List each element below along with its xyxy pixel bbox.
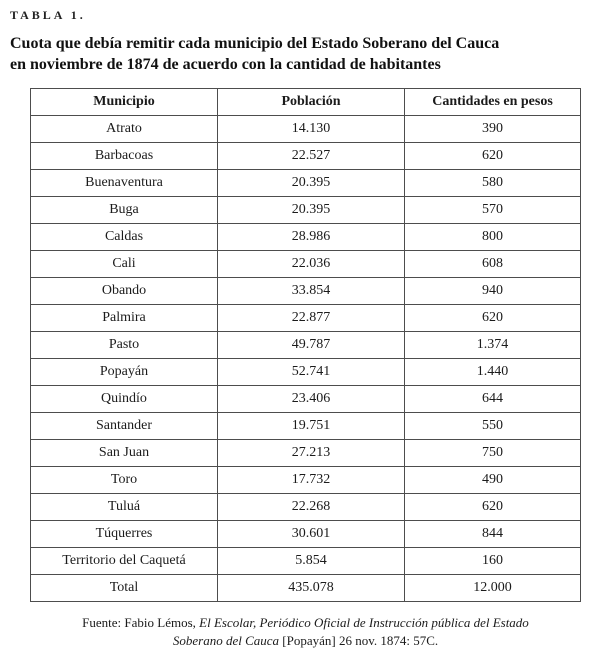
cell-municipio: Tuluá: [31, 494, 218, 521]
table-body: [31, 116, 581, 602]
cell-poblacion: 19.751: [218, 413, 405, 440]
cell-cantidades: 580: [405, 170, 581, 197]
cell-poblacion: 52.741: [218, 359, 405, 386]
title-line-1: Cuota que debía remitir cada municipio del Estado Soberano del Cauca: [10, 35, 500, 52]
cell-poblacion: 22.877: [218, 305, 405, 332]
cell-cantidades: 620: [405, 305, 581, 332]
column-header: Población: [218, 89, 405, 116]
cell-cantidades: 160: [405, 548, 581, 575]
cell-poblacion: 22.036: [218, 251, 405, 278]
table-row: [31, 116, 581, 143]
cell-cantidades: 940: [405, 278, 581, 305]
cell-cantidades: 1.374: [405, 332, 581, 359]
table-row: [31, 170, 581, 197]
cell-municipio: Santander: [31, 413, 218, 440]
cell-municipio: Barbacoas: [31, 143, 218, 170]
cell-municipio: Quindío: [31, 386, 218, 413]
cell-poblacion: 49.787: [218, 332, 405, 359]
cell-municipio: San Juan: [31, 440, 218, 467]
table-header-row: [31, 89, 581, 116]
cell-municipio: Territorio del Caquetá: [31, 548, 218, 575]
cell-municipio: Buenaventura: [31, 170, 218, 197]
cell-cantidades: 490: [405, 467, 581, 494]
table-row: [31, 359, 581, 386]
cell-poblacion: 27.213: [218, 440, 405, 467]
cell-cantidades: 608: [405, 251, 581, 278]
table-row: [31, 413, 581, 440]
cell-municipio: Túquerres: [31, 521, 218, 548]
cell-cantidades: 12.000: [405, 575, 581, 602]
table-row: [31, 440, 581, 467]
cell-cantidades: 1.440: [405, 359, 581, 386]
table-title: [10, 33, 601, 75]
cell-municipio: Popayán: [31, 359, 218, 386]
column-header: Cantidades en pesos: [405, 89, 581, 116]
table-number-label: TABLA 1.: [10, 8, 86, 22]
table-row: [31, 224, 581, 251]
cell-municipio: Obando: [31, 278, 218, 305]
cell-municipio: Buga: [31, 197, 218, 224]
cell-poblacion: 20.395: [218, 170, 405, 197]
cell-cantidades: 750: [405, 440, 581, 467]
cell-poblacion: 33.854: [218, 278, 405, 305]
cell-poblacion: 20.395: [218, 197, 405, 224]
cell-poblacion: 14.130: [218, 116, 405, 143]
table-row: [31, 305, 581, 332]
table-row: [31, 332, 581, 359]
table-row: [31, 494, 581, 521]
cell-poblacion: 5.854: [218, 548, 405, 575]
cell-poblacion: 28.986: [218, 224, 405, 251]
cell-cantidades: 800: [405, 224, 581, 251]
cell-poblacion: 22.527: [218, 143, 405, 170]
cell-poblacion: 435.078: [218, 575, 405, 602]
cell-poblacion: 22.268: [218, 494, 405, 521]
cell-cantidades: 644: [405, 386, 581, 413]
cell-municipio: Caldas: [31, 224, 218, 251]
cell-municipio: Palmira: [31, 305, 218, 332]
table-row: [31, 197, 581, 224]
table-row: [31, 386, 581, 413]
cell-poblacion: 30.601: [218, 521, 405, 548]
title-line-2: en noviembre de 1874 de acuerdo con la cantidad de habitantes: [10, 56, 441, 74]
cell-cantidades: 550: [405, 413, 581, 440]
cell-municipio: Pasto: [31, 332, 218, 359]
cell-municipio: Cali: [31, 251, 218, 278]
cell-poblacion: 17.732: [218, 467, 405, 494]
table-row: [31, 521, 581, 548]
cell-municipio: Atrato: [31, 116, 218, 143]
source-prefix: Fuente: Fabio Lémos,: [82, 615, 200, 631]
table-row: [31, 143, 581, 170]
cell-cantidades: 620: [405, 494, 581, 521]
table-row: [31, 278, 581, 305]
source-title-italic: El Escolar, Periódico Oficial de Instrucción pública del Estado Soberano del Cauca: [172, 615, 529, 648]
cell-cantidades: 844: [405, 521, 581, 548]
table-row-total: [31, 575, 581, 602]
table-row: [31, 467, 581, 494]
cell-cantidades: 570: [405, 197, 581, 224]
cell-poblacion: 23.406: [218, 386, 405, 413]
cell-cantidades: 620: [405, 143, 581, 170]
cell-cantidades: 390: [405, 116, 581, 143]
cell-municipio: Total: [31, 575, 218, 602]
source-note: [71, 614, 541, 649]
municipios-table: [30, 88, 581, 602]
column-header: Municipio: [31, 89, 218, 116]
cell-municipio: Toro: [31, 467, 218, 494]
table-row: [31, 548, 581, 575]
table-row: [31, 251, 581, 278]
source-suffix: [Popayán] 26 nov. 1874: 57C.: [279, 632, 439, 648]
